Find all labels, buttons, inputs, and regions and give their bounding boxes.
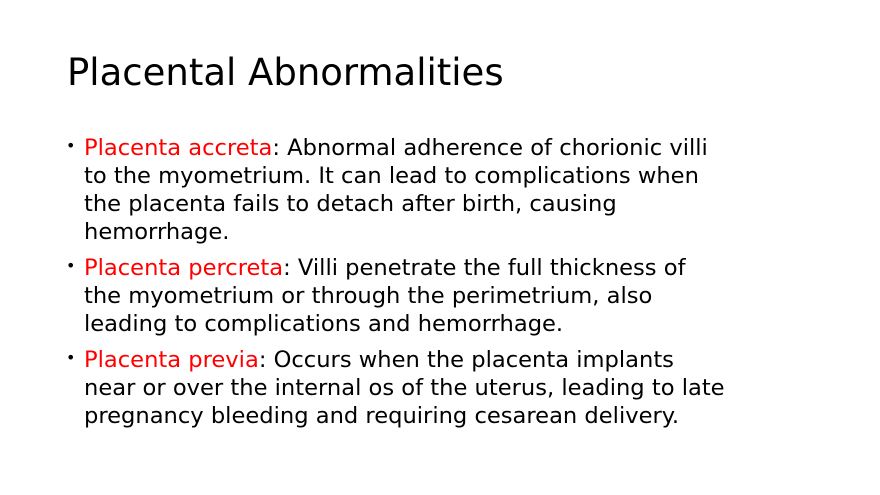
bullet-line: the placenta fails to detach after birth, causing: [84, 191, 617, 217]
bullet-text: : Occurs when the placenta implants: [258, 347, 674, 373]
bullet-list: [66, 134, 856, 438]
bullet-line: [84, 134, 856, 162]
bullet-line: leading to complications and hemorrhage.: [84, 311, 564, 337]
bullet-icon: •: [66, 348, 76, 367]
bullet-term: Placenta previa: [84, 347, 259, 373]
bullet-text: : Abnormal adherence of chorionic villi: [272, 135, 708, 161]
bullet-line: [84, 254, 856, 282]
bullet-line: to the myometrium. It can lead to complications when: [84, 163, 699, 189]
bullet-item-percreta: [66, 254, 856, 338]
bullet-line: [84, 346, 856, 374]
bullet-term: Placenta accreta: [84, 135, 273, 161]
bullet-line: pregnancy bleeding and requiring cesarean delivery.: [84, 403, 680, 429]
bullet-item-previa: [66, 346, 856, 430]
bullet-icon: •: [66, 256, 76, 275]
bullet-item-accreta: [66, 134, 856, 246]
bullet-text: : Villi penetrate the full thickness of: [283, 255, 686, 281]
bullet-line: hemorrhage.: [84, 219, 230, 245]
bullet-term: Placenta percreta: [84, 255, 284, 281]
bullet-icon: •: [66, 136, 76, 155]
slide-title: Placental Abnormalities: [67, 51, 504, 94]
bullet-line: the myometrium or through the perimetrium, also: [84, 283, 653, 309]
bullet-line: near or over the internal os of the uterus, leading to late: [84, 375, 725, 401]
